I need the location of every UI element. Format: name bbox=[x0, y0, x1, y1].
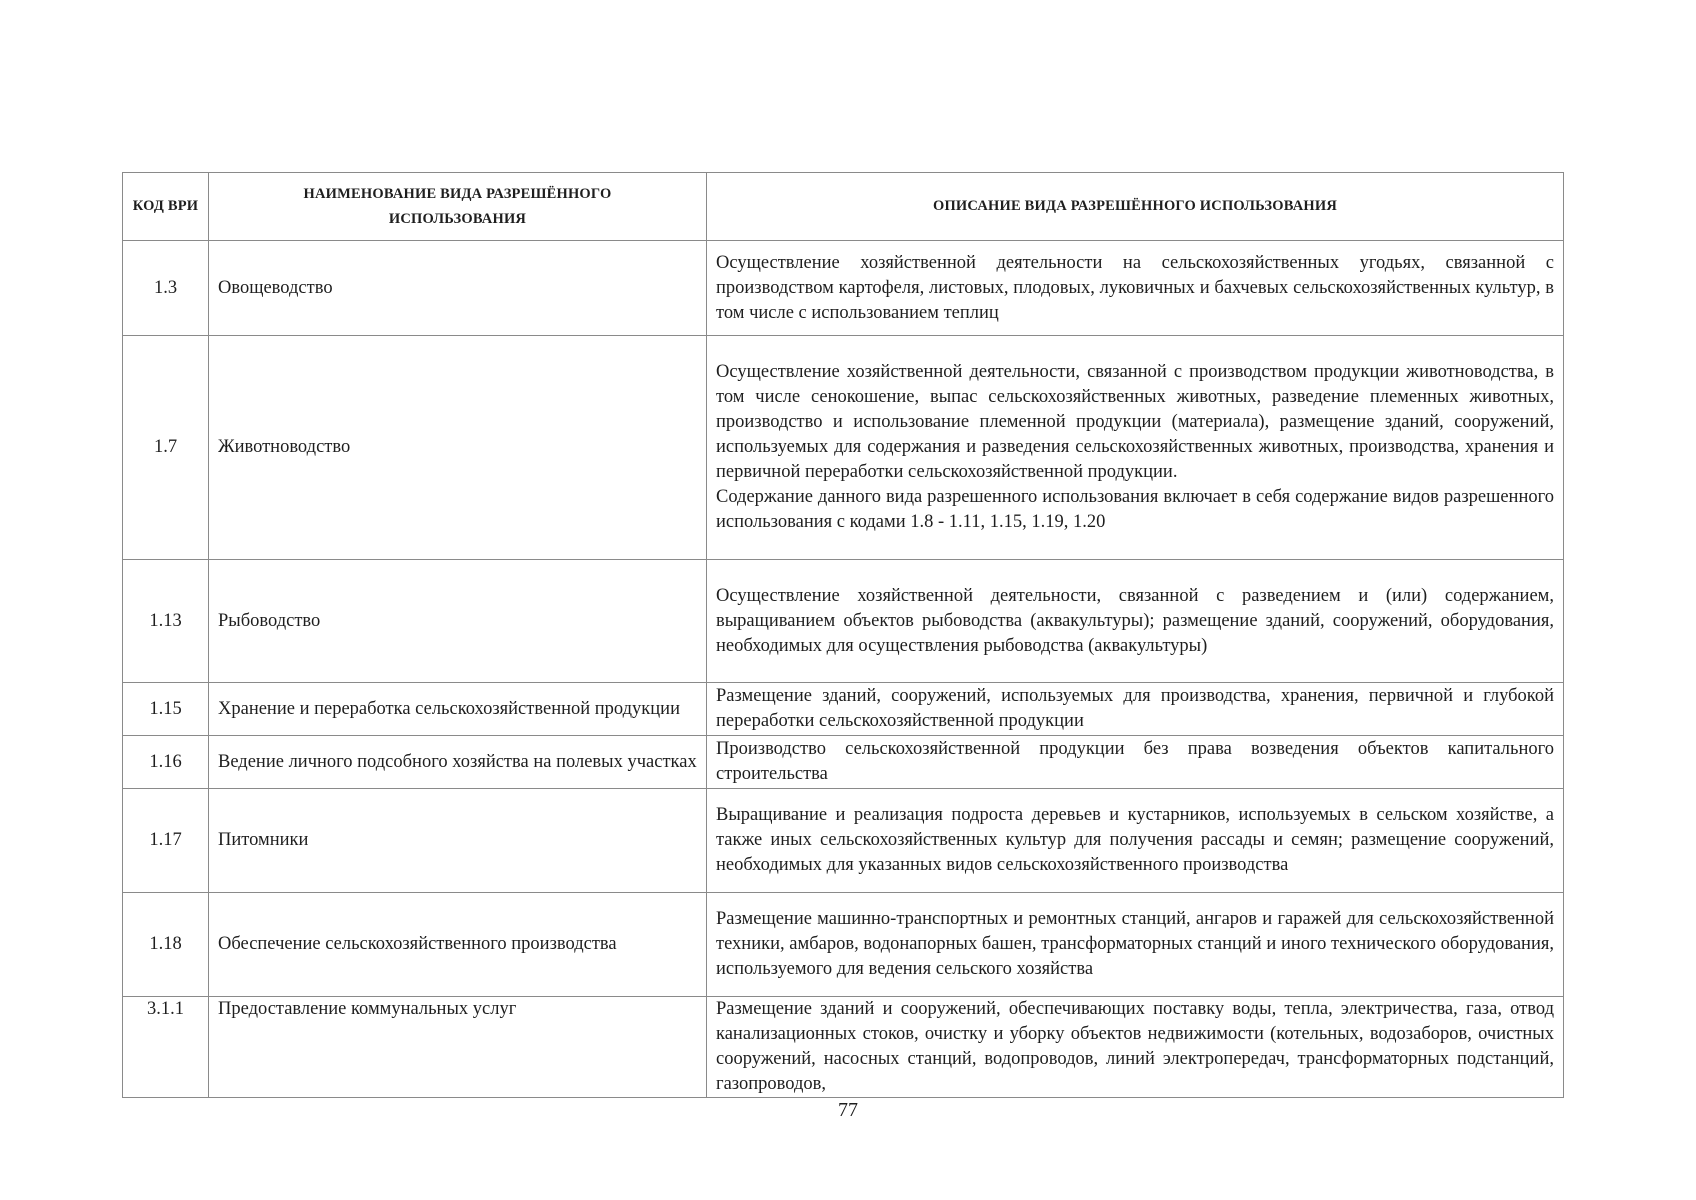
row-code: 1.3 bbox=[123, 241, 209, 336]
land-use-table bbox=[122, 172, 1564, 1098]
row-description: Осуществление хозяйственной деятельности, связанной с производством продукции животноводства, в том числе сенокошение, выпас сельскохозяйственных животных, разведение племенных животных, производство и использование племенной продукции (материала), размещение зданий, сооружений, используемых для содержания и разведения сельскохозяйственных животных, производства, хранения и первичной переработки сельскохозяйственной продукции. bbox=[716, 362, 1554, 482]
row-name: Обеспечение сельскохозяйственного производства bbox=[209, 893, 707, 997]
row-description: Осуществление хозяйственной деятельности, связанной с разведением и (или) содержанием, выращиванием объектов рыбоводства (аквакультуры); размещение зданий, сооружений, оборудования, необходимых для осуществления рыбоводства (аквакультуры) bbox=[707, 560, 1564, 683]
table-row bbox=[123, 560, 1564, 683]
header-code: КОД ВРИ bbox=[123, 173, 209, 241]
row-code: 1.16 bbox=[123, 736, 209, 789]
table-row bbox=[123, 336, 1564, 560]
table-header-row bbox=[123, 173, 1564, 241]
row-description: Размещение машинно-транспортных и ремонтных станций, ангаров и гаражей для сельскохозяйственной техники, амбаров, водонапорных башен, трансформаторных станций и иного технического оборудования, используемого для ведения сельского хозяйства bbox=[707, 893, 1564, 997]
row-name: Предоставление коммунальных услуг bbox=[209, 997, 707, 1098]
row-description: Размещение зданий и сооружений, обеспечивающих поставку воды, тепла, электричества, газа, отвод канализационных стоков, очистку и уборку объектов недвижимости (котельных, водозаборов, очистных сооружений, насосных станций, водопроводов, линий электропередач, трансформаторных подстанций, газопроводов, bbox=[707, 997, 1564, 1098]
table-row bbox=[123, 683, 1564, 736]
row-code: 1.15 bbox=[123, 683, 209, 736]
row-name: Животноводство bbox=[209, 336, 707, 560]
table-row bbox=[123, 893, 1564, 997]
table-row bbox=[123, 789, 1564, 893]
header-description: ОПИСАНИЕ ВИДА РАЗРЕШЁННОГО ИСПОЛЬЗОВАНИЯ bbox=[707, 173, 1564, 241]
row-code: 1.7 bbox=[123, 336, 209, 560]
row-description-cell bbox=[707, 336, 1564, 560]
row-code: 3.1.1 bbox=[123, 997, 209, 1098]
page-number: 77 bbox=[838, 1099, 858, 1121]
row-code: 1.18 bbox=[123, 893, 209, 997]
row-name: Ведение личного подсобного хозяйства на полевых участках bbox=[209, 736, 707, 789]
row-description: Выращивание и реализация подроста деревьев и кустарников, используемых в сельском хозяйстве, а также иных сельскохозяйственных культур для получения рассады и семян; размещение сооружений, необходимых для указанных видов сельскохозяйственного производства bbox=[707, 789, 1564, 893]
row-description: Осуществление хозяйственной деятельности на сельскохозяйственных угодьях, связанной с производством картофеля, листовых, плодовых, луковичных и бахчевых сельскохозяйственных культур, в том числе с использованием теплиц bbox=[707, 241, 1564, 336]
row-code: 1.17 bbox=[123, 789, 209, 893]
table-row bbox=[123, 997, 1564, 1098]
row-name: Рыбоводство bbox=[209, 560, 707, 683]
row-description: Размещение зданий, сооружений, используемых для производства, хранения, первичной и глубокой переработки сельскохозяйственной продукции bbox=[707, 683, 1564, 736]
row-name: Овощеводство bbox=[209, 241, 707, 336]
table-row bbox=[123, 241, 1564, 336]
row-code: 1.13 bbox=[123, 560, 209, 683]
row-description: Производство сельскохозяйственной продукции без права возведения объектов капитального строительства bbox=[707, 736, 1564, 789]
row-description-continued: Содержание данного вида разрешенного использования включает в себя содержание видов разрешенного использования с кодами 1.8 - 1.11, 1.15, 1.19, 1.20 bbox=[716, 487, 1554, 532]
header-name: НАИМЕНОВАНИЕ ВИДА РАЗРЕШЁННОГО ИСПОЛЬЗОВАНИЯ bbox=[209, 173, 707, 241]
table-row bbox=[123, 736, 1564, 789]
row-name: Питомники bbox=[209, 789, 707, 893]
row-name: Хранение и переработка сельскохозяйственной продукции bbox=[209, 683, 707, 736]
